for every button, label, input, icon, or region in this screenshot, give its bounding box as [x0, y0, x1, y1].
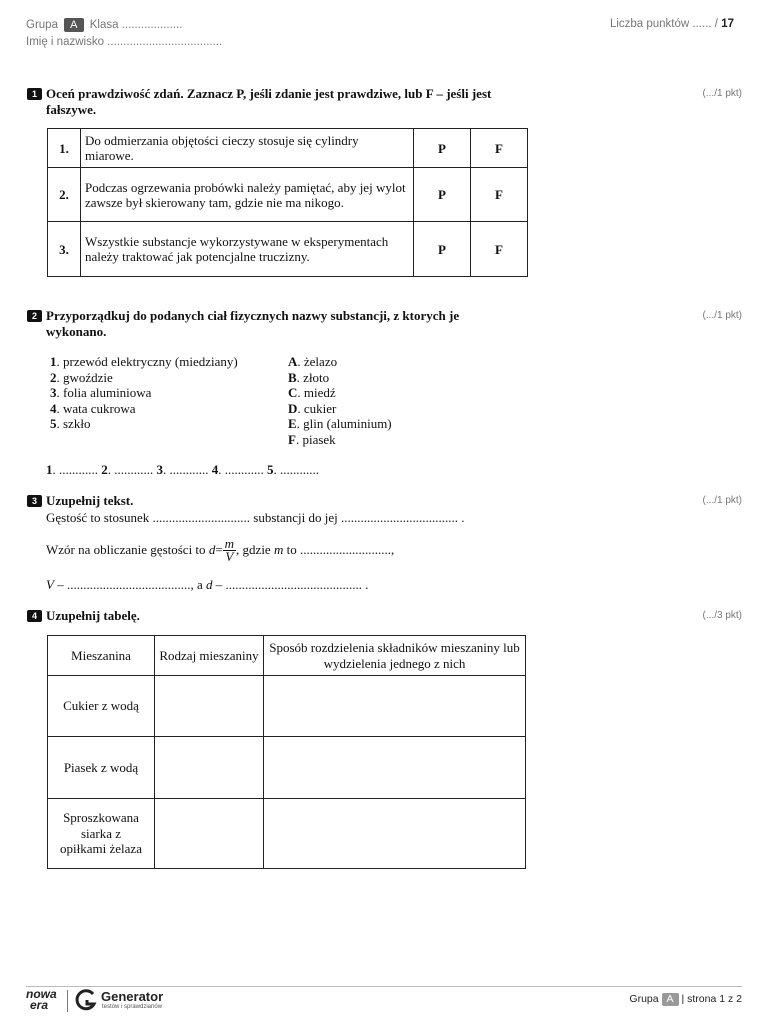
fill-blank[interactable]: ..........................................	[225, 577, 362, 592]
list-item: 2. gwoździe	[50, 369, 113, 385]
points-line	[610, 18, 734, 30]
generator-logo-icon	[75, 988, 97, 1017]
class-dots: ...................	[121, 19, 183, 31]
fill-blank[interactable]: ..............................	[152, 510, 251, 525]
q2-title	[27, 308, 587, 340]
name-dots: ....................................	[107, 36, 223, 48]
q3-title	[27, 493, 133, 509]
table-row	[48, 737, 526, 799]
list-item: F. piasek	[288, 431, 336, 447]
q1-row-num: 3.	[48, 222, 81, 277]
q1-row-text: Do odmierzania objętości cieczy stosuje się cylindry miarowe.	[81, 129, 414, 168]
footer-divider	[26, 986, 742, 987]
density-fraction: $\frac{m}{V}$	[224, 535, 235, 564]
header-cell: Sposób rozdzielenia składników mieszaniny lub wydzielenia jednego z nich	[264, 636, 526, 676]
q3-points: (.../1 pkt)	[702, 495, 742, 506]
fill-blank[interactable]: ....................................	[341, 510, 459, 525]
generator-title: Generator	[101, 989, 164, 1004]
points-dots: ......	[692, 18, 712, 30]
q1-row-1	[48, 129, 528, 168]
generator-subtitle: testów i sprawdzianów	[102, 1004, 163, 1010]
q2-answer-line: 1. ............ 2. ............ 3. ............ 4. ............ 5. ............	[46, 462, 319, 477]
q2-points: (.../1 pkt)	[702, 310, 742, 321]
q1-option-f[interactable]: F	[471, 168, 528, 222]
q4-points: (.../3 pkt)	[702, 610, 742, 621]
q2-title-line2: wykonano.	[46, 324, 107, 339]
name-label: Imię i nazwisko	[26, 36, 104, 48]
fill-blank[interactable]: ............................	[299, 542, 391, 557]
q1-row-text: Wszystkie substancje wykorzystywane w eksperymentach należy traktować jak potencjalne truczizny.	[81, 222, 414, 277]
list-item: 3. folia aluminiowa	[50, 385, 152, 400]
header-cell: Rodzaj mieszaniny	[155, 636, 264, 676]
q1-option-p[interactable]: P	[414, 222, 471, 277]
mixture-name: Sproszkowana siarka z opiłkami żelaza	[48, 799, 155, 869]
list-item: A. żelazo	[288, 354, 338, 369]
q4-number-badge: 4	[27, 610, 42, 622]
mixture-name: Piasek z wodą	[48, 737, 155, 799]
q3-number-badge: 3	[27, 495, 42, 507]
header-cell: Mieszanina	[48, 636, 155, 676]
answer-cell[interactable]	[155, 737, 264, 799]
answer-slot[interactable]: . ............	[163, 462, 209, 477]
q1-option-f[interactable]: F	[471, 129, 528, 168]
answer-slot[interactable]: . ............	[218, 462, 264, 477]
points-sep: /	[714, 18, 718, 30]
footer-page-info: Grupa A | strona 1 z 2	[629, 993, 742, 1005]
list-item: 4. wata cukrowa	[50, 400, 136, 416]
name-line	[26, 36, 222, 48]
q1-row-num: 1.	[48, 129, 81, 168]
answer-slot[interactable]: . ............	[273, 462, 319, 477]
q1-title-line1: Oceń prawdziwość zdań. Zaznacz P, jeśli zdanie jest prawdziwe, lub F – jeśli jest	[46, 86, 492, 101]
class-label: Klasa	[89, 19, 119, 31]
q1-row-num: 2.	[48, 168, 81, 222]
footer-group-label: Grupa	[629, 993, 659, 1005]
group-label: Grupa	[26, 19, 58, 31]
footer-group-badge: A	[662, 993, 679, 1006]
table-header-row	[48, 636, 526, 676]
answer-cell[interactable]	[264, 799, 526, 869]
list-item: E. glin (aluminium)	[288, 416, 392, 431]
q1-option-p[interactable]: P	[414, 168, 471, 222]
q1-number-badge: 1	[27, 88, 42, 100]
list-item: D. cukier	[288, 400, 337, 416]
q3-line-3: V – ......................................, a d – .......................................... .	[46, 577, 369, 592]
group-badge: A	[64, 18, 83, 32]
list-item: C. miedź	[288, 385, 336, 400]
q2-number-badge: 2	[27, 310, 42, 322]
list-item: B. złoto	[288, 369, 330, 385]
q1-true-false-table	[47, 128, 528, 277]
q1-title-line2: fałszywe.	[46, 102, 97, 117]
q3-line-2: Wzór na obliczanie gęstości to d = $\frac{m}{V}$ , gdzie m to ............................ ,	[46, 535, 395, 564]
q4-mixtures-table	[47, 635, 526, 869]
q2-substances-list	[288, 354, 392, 447]
q1-row-3	[48, 222, 528, 277]
group-class-line	[26, 18, 182, 32]
table-row	[48, 676, 526, 737]
q2-objects-list	[50, 354, 238, 432]
q3-title-text: Uzupełnij tekst.	[46, 493, 134, 508]
list-item: 1. przewód elektryczny (miedziany)	[50, 354, 238, 369]
q1-row-text: Podczas ogrzewania probówki należy pamiętać, aby jej wylot zawsze był skierowany tam, gdzie nie ma nikogo.	[81, 168, 414, 222]
points-label: Liczba punktów	[609, 18, 690, 30]
q2-title-line1: Przyporządkuj do podanych ciał fizycznych nazwy substancji, z ktorych je	[46, 308, 460, 323]
answer-slot[interactable]: . ............	[107, 462, 154, 477]
table-row	[48, 799, 526, 869]
answer-cell[interactable]	[155, 676, 264, 737]
q1-option-f[interactable]: F	[471, 222, 528, 277]
q1-row-2	[48, 168, 528, 222]
answer-cell[interactable]	[155, 799, 264, 869]
q1-title	[27, 86, 587, 118]
answer-cell[interactable]	[264, 737, 526, 799]
footer-page-number: strona 1 z 2	[687, 993, 742, 1005]
points-total: 17	[721, 18, 734, 30]
nowa-era-logo: nowa era	[26, 987, 57, 1012]
q4-title	[27, 608, 140, 624]
mixture-name: Cukier z wodą	[48, 676, 155, 737]
q1-points: (.../1 pkt)	[702, 88, 742, 99]
fill-blank[interactable]: ......................................	[66, 577, 191, 592]
q4-title-text: Uzupełnij tabelę.	[46, 608, 140, 623]
answer-cell[interactable]	[264, 676, 526, 737]
q3-line-1: Gęstość to stosunek .............................. substancji do jej .................................... .	[46, 510, 465, 525]
list-item: 5. szkło	[50, 416, 91, 431]
answer-slot[interactable]: . ............	[52, 462, 98, 477]
q1-option-p[interactable]: P	[414, 129, 471, 168]
logo-divider	[67, 990, 68, 1012]
